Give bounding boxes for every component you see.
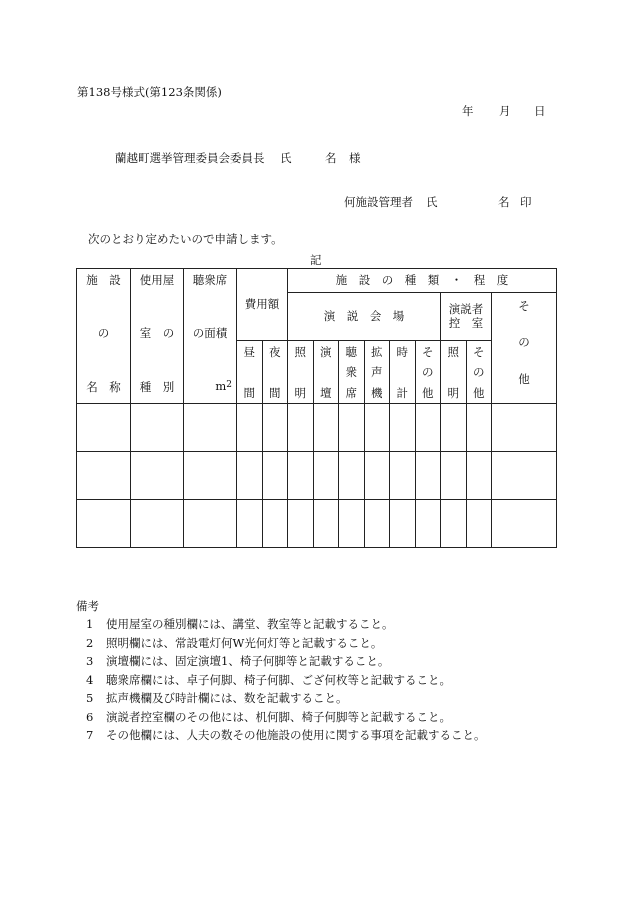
header-venue: 演 説 会 場 (288, 293, 441, 341)
header-venue-other: そ の 他 (415, 341, 441, 404)
header-other: そ の 他 (492, 293, 557, 404)
table-row (77, 500, 557, 548)
header-facility-type: 施 設 の 種 類 ・ 程 度 (288, 269, 557, 293)
header-room-type: 使用屋 室 の 種 別 (131, 269, 184, 404)
header-venue-podium: 演 壇 (313, 341, 339, 404)
date-day: 日 (534, 104, 546, 118)
table-row (77, 452, 557, 500)
header-speaker-other: そ の 他 (466, 341, 492, 404)
header-speaker-light: 照 明 (441, 341, 467, 404)
date-year: 年 (462, 104, 474, 118)
area-unit: $m^2$ (215, 379, 232, 393)
note-item: 5 拡声機欄及び時計欄には、数を記載すること。 (86, 691, 348, 705)
addressee (115, 150, 361, 166)
note-item: 4 聴衆席欄には、卓子何脚、椅子何脚、ござ何枚等と記載すること。 (86, 672, 451, 687)
header-cost: 費用額 (237, 269, 288, 341)
header-cost-day: 昼 間 (237, 341, 263, 404)
applicant-title: 何施設管理者 (344, 195, 413, 209)
header-speaker-room: 演説者 控 室 (441, 293, 492, 341)
addressee-title: 蘭越町選挙管理委員会委員長 (115, 151, 265, 165)
addressee-shi: 氏 (280, 151, 292, 165)
header-facility-name: 施 設 の 名 称 (77, 269, 131, 404)
applicant-seal: 印 (520, 195, 532, 209)
notes-list (86, 616, 486, 746)
header-venue-speaker-system: 拡 声 機 (364, 341, 390, 404)
header-venue-clock: 時 計 (390, 341, 416, 404)
date-month: 月 (499, 104, 511, 118)
note-item: 6 演説者控室欄のその他には、机何脚、椅子何脚等と記載すること。 (86, 709, 451, 724)
table-row (77, 404, 557, 452)
header-cost-night: 夜 間 (262, 341, 288, 404)
note-item: 1 使用屋室の種別欄には、講堂、教室等と記載すること。 (86, 617, 394, 631)
note-item: 3 演壇欄には、固定演壇1、椅子何脚等と記載すること。 (86, 654, 390, 668)
applicant-name: 名 (498, 195, 510, 209)
addressee-honorific: 様 (349, 151, 361, 165)
header-venue-light: 照 明 (288, 341, 314, 404)
addressee-name: 名 (325, 151, 337, 165)
header-seat-area: 聴衆席 の面積 $m^2$ (184, 269, 237, 404)
note-item: 7 その他欄には、人夫の数その他施設の使用に関する事項を記載すること。 (86, 728, 486, 742)
applicant (344, 194, 532, 210)
note-item: 2 照明欄には、常設電灯何W光何灯等と記載すること。 (86, 635, 383, 650)
header-venue-seats: 聴 衆 席 (339, 341, 365, 404)
ki-heading: 記 (310, 253, 322, 267)
intro-text: 次のとおり定めたいので申請します。 (88, 232, 283, 246)
applicant-shi: 氏 (426, 195, 438, 209)
notes-heading: 備考 (76, 599, 99, 613)
form-number: 第138号様式(第123条関係) (77, 85, 222, 99)
application-table (76, 268, 557, 548)
